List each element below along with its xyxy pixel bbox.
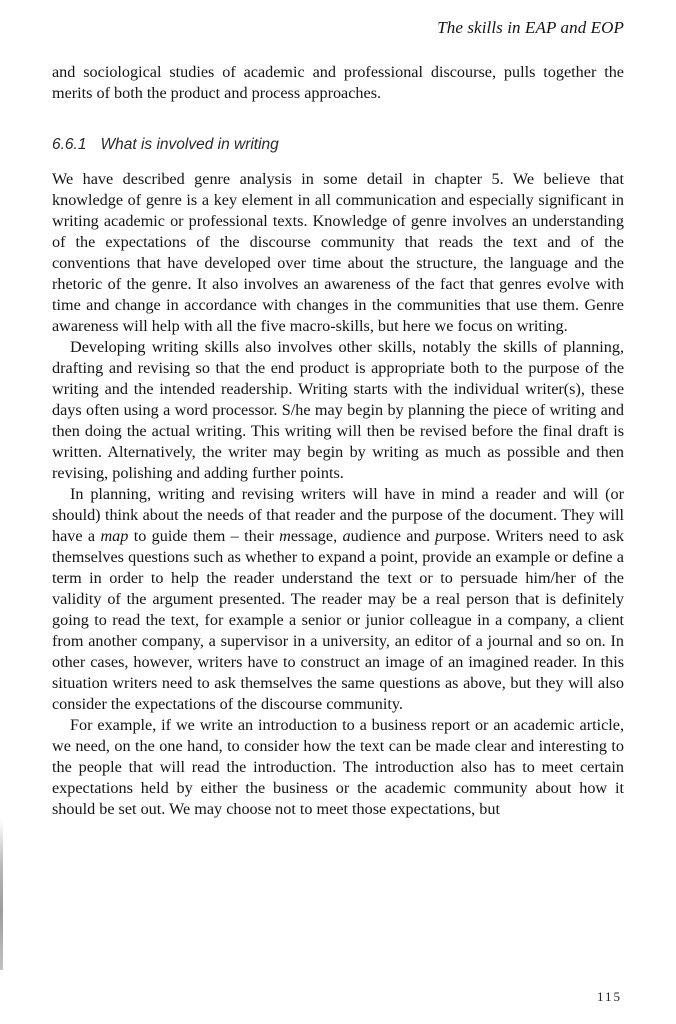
emphasis-letter-m: m <box>279 527 291 545</box>
scan-edge-shadow <box>0 820 3 970</box>
emphasis-letter-p: p <box>434 527 444 545</box>
emphasis-map: map <box>100 527 129 545</box>
section-number: 6.6.1 <box>52 136 87 153</box>
text-run: urpose. Writers need to ask themselves questions such as whether to expand a point, provide an example or define a term in order to help the reader understand the text or to persuade him/her of the validity of the argument presented. The reader may be a real person that is definitely going to read the text, for example a senior or junior colleague in a company, a client from another company, a supervisor in a university, an editor of a journal and so on. In other cases, however, writers have to construct an image of an imagined reader. In this situation writers need to ask themselves the same questions as above, but they will also consider the expectations of the discourse community. <box>52 527 625 713</box>
section-title: What is involved in writing <box>100 136 279 153</box>
running-head: The skills in EAP and EOP <box>437 18 624 37</box>
intro-paragraph: and sociological studies of academic and professional discourse, pulls together the merits of both the product and process approaches. <box>52 63 624 102</box>
section-body <box>52 169 624 820</box>
emphasis-letter-a: a <box>342 527 351 545</box>
section-heading <box>52 136 279 154</box>
text-run: to guide them – their <box>128 527 280 545</box>
paragraph-writing-skills: Developing writing skills also involves other skills, notably the skills of planning, drafting and revising so that the end product is appropriate both to the purpose of the writing and the intended readership. Writing starts with the individual writer(s), these days often using a word processor. S/he may begin by planning the piece of writing and then doing the actual writing. This writing will then be revised before the final draft is written. Alternatively, the writer may begin by writing as much as possible and then revising, polishing and adding further points. <box>52 338 624 482</box>
paragraph-example: For example, if we write an introduction to a business report or an academic article, we need, on the one hand, to consider how the text can be made clear and interesting to the people that will read the introduction. The introduction also has to meet certain expectations held by either the business or the academic community about how it should be set out. We may choose not to meet those expectations, but <box>52 716 624 818</box>
paragraph-planning <box>52 484 624 715</box>
text-run: essage, <box>290 527 343 545</box>
page-number: 115 <box>596 989 622 1004</box>
paragraph-genre: We have described genre analysis in some detail in chapter 5. We believe that knowledge of genre is a key element in all communication and especially significant in writing academic or professional texts. Knowledge of genre involves an understanding of the expectations of the discourse community that reads the text and of the conventions that have developed over time about the structure, the language and the rhetoric of the genre. It also involves an awareness of the fact that genres evolve with time and change in accordance with changes in the communities that use them. Genre awareness will help with all the five macro-skills, but here we focus on writing. <box>52 170 624 335</box>
text-run: udience and <box>350 527 435 545</box>
text-run: In planning, writing and revising writers will have in mind a reader and will (or should) think about the needs of that reader and the purpose of the document. They will have a <box>52 485 624 545</box>
